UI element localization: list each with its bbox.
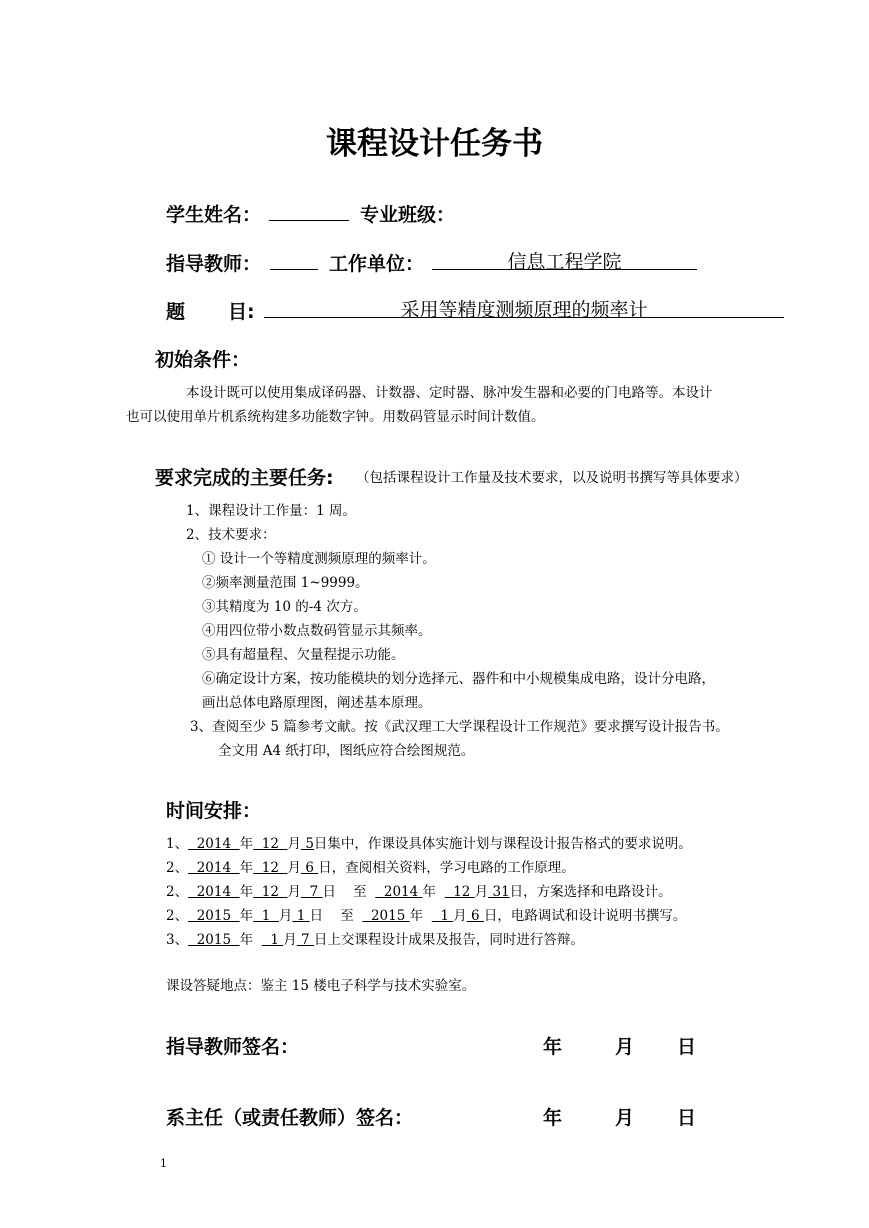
task-item: ③其精度为 10 的-4 次方。 [202,599,367,615]
task-item: 全文用 A4 纸打印，图纸应符合绘图规范。 [218,743,475,759]
advisor-sign-day: 日 [677,1036,697,1058]
qa-location: 课设答疑地点：鉴主 15 楼电子科学与技术实验室。 [166,978,476,994]
page-title: 课程设计任务书 [326,126,543,162]
tasks-note: （包括课程设计工作量及技术要求，以及说明书撰写等具体要求） [356,470,748,486]
task-item: ⑥确定设计方案，按功能模块的划分选择元、器件和中小规模集成电路，设计分电路， [202,671,715,687]
task-item: 2、技术要求： [186,527,276,543]
schedule-row: 2、 2014 年 12 月 7 日 至 2014 年 12 月 31日，方案选择和电路设计。 [166,884,672,900]
director-sign-month: 月 [615,1107,635,1129]
director-signature-label: 系主任（或责任教师）签名： [166,1107,414,1129]
schedule-row: 3、 2015 年 1 月 7 日上交课程设计成果及报告，同时进行答辩。 [166,932,584,948]
topic-value: 采用等精度测频原理的频率计 [264,295,784,318]
unit-label: 工作单位： [329,253,425,275]
director-sign-day: 日 [677,1107,697,1129]
advisor-field [270,247,318,270]
advisor-sign-month: 月 [615,1036,635,1058]
task-item: 3、查阅至少 5 篇参考文献。按《武汉理工大学课程设计工作规范》要求撰写设计报告书。 [190,719,729,735]
task-item: ⑤具有超量程、欠量程提示功能。 [202,647,405,663]
task-item: 1、课程设计工作量：1 周。 [186,503,356,519]
page-number: 1 [160,1157,167,1170]
schedule-row: 2、 2015 年 1 月 1 日 至 2015 年 1 月 6 日，电路调试和设计说明书撰写。 [166,908,687,924]
advisor-label: 指导教师： [166,253,262,275]
advisor-signature-label: 指导教师签名： [166,1036,300,1058]
initial-line-2: 也可以使用单片机系统构建多功能数字钟。用数码管显示时间计数值。 [126,409,545,425]
task-item: 画出总体电路原理图，阐述基本原理。 [202,695,432,711]
student-name-label: 学生姓名： [166,204,262,226]
initial-heading: 初始条件： [155,349,251,371]
initial-line-1: 本设计既可以使用集成译码器、计数器、定时器、脉冲发生器和必要的门电路等。本设计 [186,385,713,401]
student-name-field [269,198,349,221]
unit-value: 信息工程学院 [432,247,697,270]
schedule-row: 1、 2014 年 12 月 5日集中，作课设具体实施计划与课程设计报告格式的要求说明。 [166,836,692,852]
topic-field [264,295,784,321]
unit-field [432,247,697,273]
advisor-sign-year: 年 [543,1036,563,1058]
director-sign-year: 年 [543,1107,563,1129]
topic-label-2: 目: [228,301,255,323]
class-label: 专业班级： [360,204,456,226]
topic-label-1: 题 [166,301,186,323]
schedule-heading: 时间安排： [166,800,262,822]
task-item: ① 设计一个等精度测频原理的频率计。 [202,551,436,567]
task-item: ②频率测量范围 1~9999。 [202,575,369,591]
schedule-row: 2、 2014 年 12 月 6 日，查阅相关资料，学习电路的工作原理。 [166,860,575,876]
tasks-heading: 要求完成的主要任务: [155,467,334,489]
task-item: ④用四位带小数点数码管显示其频率。 [202,623,432,639]
